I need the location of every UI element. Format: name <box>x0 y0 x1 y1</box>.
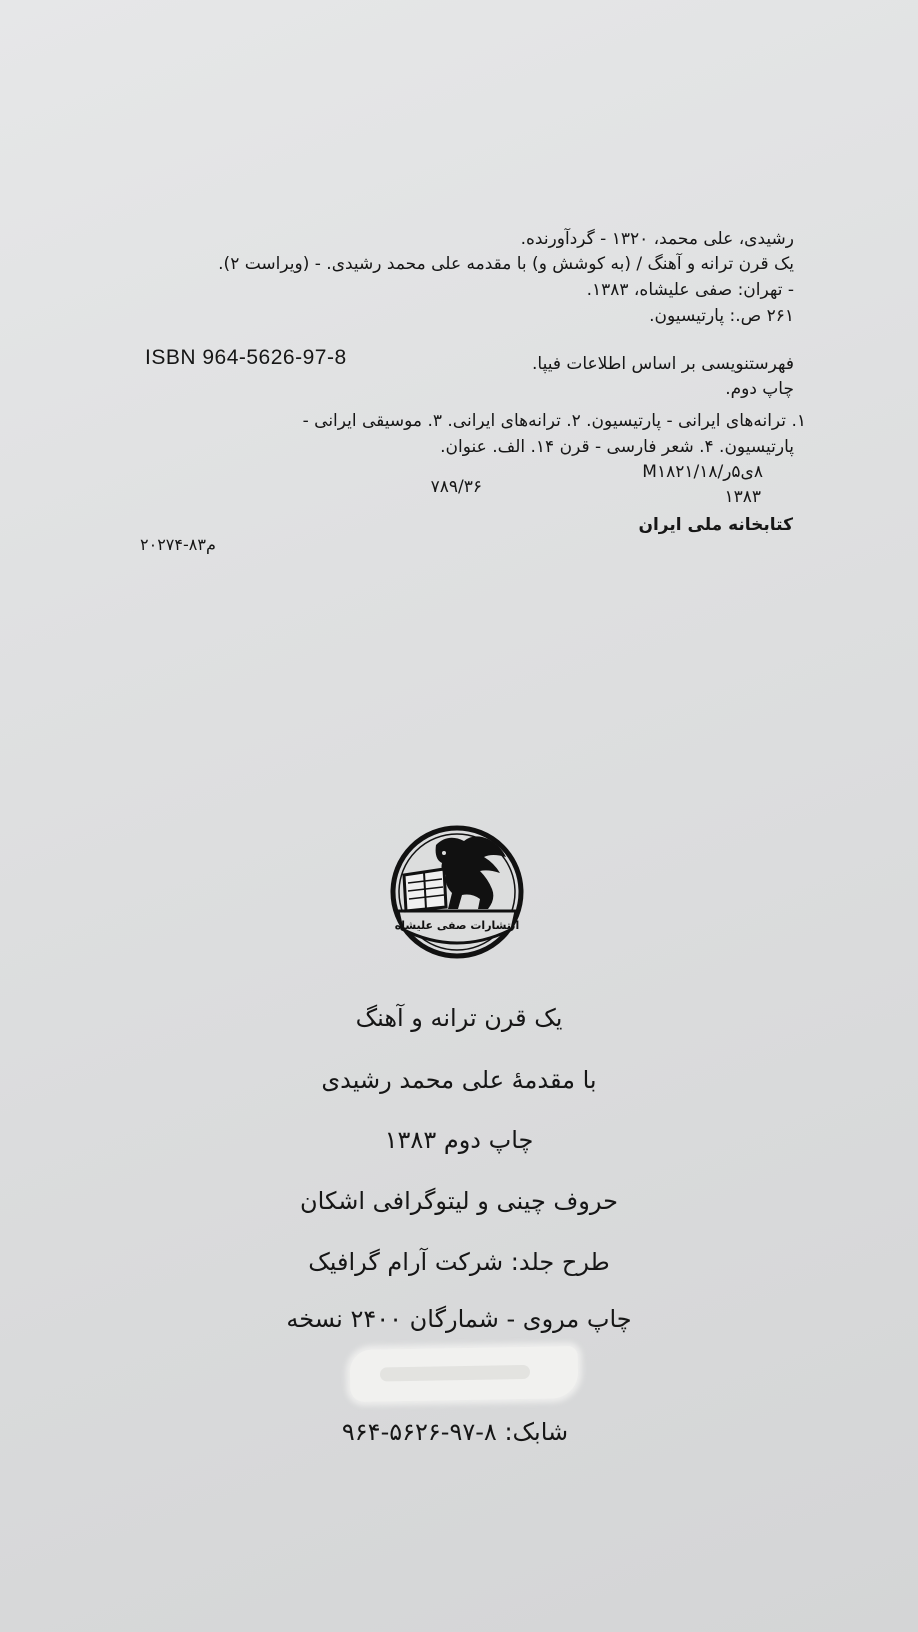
cip-classification: ۸ی۵ر/M۱۸۲۱/۱۸ <box>642 462 763 482</box>
cip-isbn: ISBN 964-5626-97-8 <box>145 346 347 369</box>
cip-edition-line: چاپ دوم. <box>725 379 794 399</box>
cip-pages-line: ۲۶۱ ص.: پارتیسیون. <box>649 306 794 326</box>
cip-record-number: م۸۳-۲۰۲۷۴ <box>140 535 216 554</box>
cip-subjects-line-2: پارتیسیون. ۴. شعر فارسی - قرن ۱۴. الف. عنوان. <box>440 437 794 457</box>
imprint-edition: چاپ دوم ۱۳۸۳ <box>384 1126 534 1154</box>
cip-library: کتابخانه ملی ایران <box>638 515 793 535</box>
cip-note-line: فهرستنویسی بر اساس اطلاعات فیپا. <box>531 354 794 374</box>
cip-author-line: رشیدی، علی محمد، ۱۳۲۰ - گردآورنده. <box>520 229 794 249</box>
cip-title-line: یک قرن ترانه و آهنگ / (به کوشش و) با مقدمه علی محمد رشیدی. - (ویراست ۲). <box>218 254 794 274</box>
cip-subjects-line: ۱. ترانه‌های ایرانی - پارتیسیون. ۲. ترانه‌های ایرانی. ۳. موسیقی ایرانی - <box>302 411 806 431</box>
winged-lion-publisher-emblem-icon <box>388 823 526 961</box>
cip-dewey: ۷۸۹/۳۶ <box>430 477 482 497</box>
imprint-typesetting: حروف چینی و لیتوگرافی اشکان <box>300 1187 618 1215</box>
imprint-introduction: با مقدمهٔ علی محمد رشیدی <box>321 1066 597 1094</box>
imprint-title: یک قرن ترانه و آهنگ <box>355 1004 563 1032</box>
cip-publisher-line: - تهران: صفی علیشاه، ۱۳۸۳. <box>586 280 794 300</box>
imprint-print-run: چاپ مروی - شمارگان ۲۴۰۰ نسخه <box>286 1305 632 1333</box>
imprint-cover-design: طرح جلد: شرکت آرام گرافیک <box>308 1248 610 1276</box>
logo-publisher-text: انتشارات صفی علیشاه <box>394 919 520 932</box>
cip-year: ۱۳۸۳ <box>724 487 761 507</box>
price-sticker-residue <box>350 1346 579 1402</box>
imprint-isbn: شابک: ۸-۹۷-۵۶۲۶-۹۶۴ <box>341 1418 569 1446</box>
